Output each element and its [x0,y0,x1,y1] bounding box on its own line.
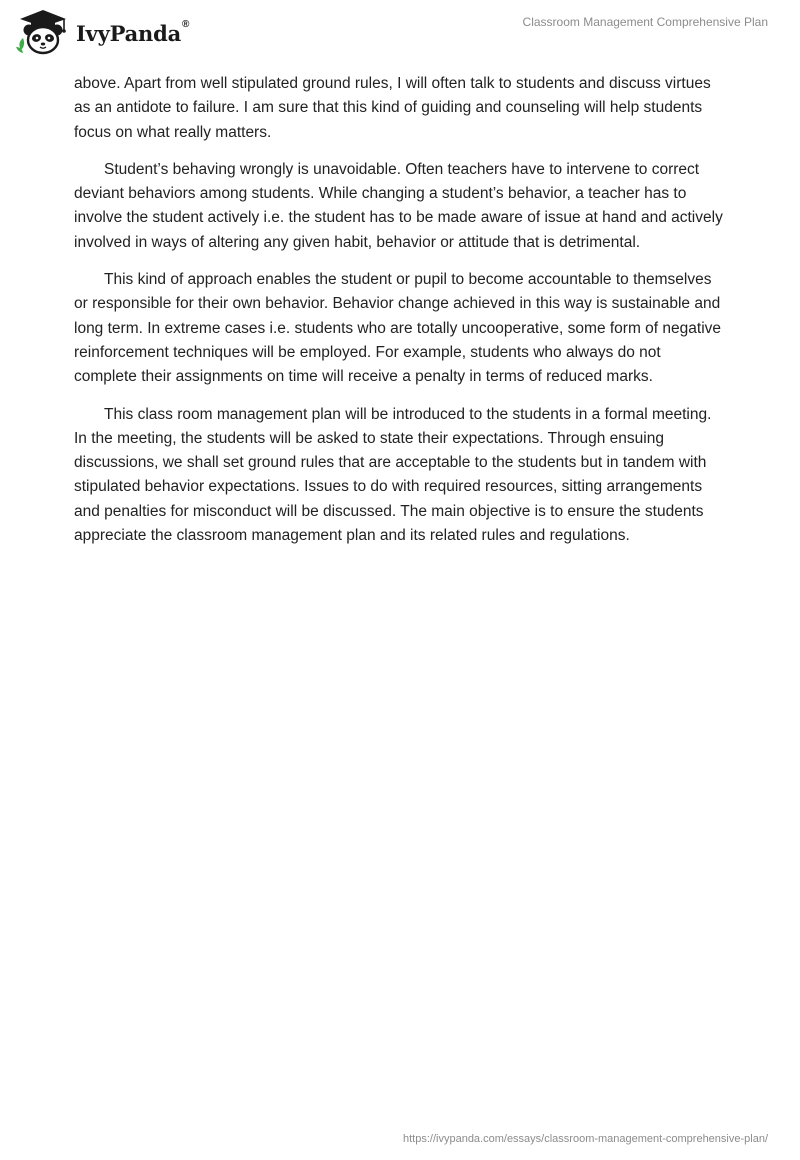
paragraph: above. Apart from well stipulated ground rules, I will often talk to students and discuss virtues as an antidote to failure. I am sure that this kind of guiding and counseling will help students focus on what really matters. [74,75,711,141]
paragraph: This kind of approach enables the student or pupil to become accountable to themselves or responsible for their own behavior. Behavior change achieved in this way is sustainable and long term. In extreme cases i.e. students who are totally uncooperative, some form of negative reinforcement techniques will be employed. For example, students who always do not complete their assignments on time will receive a penalty in terms of reduced marks. [74,271,722,386]
document-title: Classroom Management Comprehensive Plan [522,15,768,29]
registered-mark: ® [182,18,190,30]
panda-graduate-logo-icon [14,8,72,56]
source-url-link[interactable]: https://ivypanda.com/essays/classroom-management-comprehensive-plan/ [403,1133,768,1145]
brand-name: IvyPanda® [76,18,190,46]
paragraph: This class room management plan will be introduced to the students in a formal meeting. In the meeting, the students will be asked to state their expectations. Through ensuing discussions, we shall set ground rules that are acceptable to the students but in tandem with stipulated behavior expectations. Issues to do with required resources, sitting arrangements and penalties for misconduct will be discussed. The main objective is to ensure the students appreciate the classroom management plan and its related rules and regulations. [74,405,712,545]
paragraph: Student’s behaving wrongly is unavoidable. Often teachers have to intervene to correct deviant behaviors among students. While changing a student’s behavior, a teacher has to involve the student actively i.e. the student has to be made aware of issue at hand and actively involved in ways of altering any given habit, behavior or attitude that is detrimental. [74,160,723,251]
ivypanda-logo[interactable] [14,8,189,56]
page-header [0,0,800,60]
essay-body [74,72,726,561]
